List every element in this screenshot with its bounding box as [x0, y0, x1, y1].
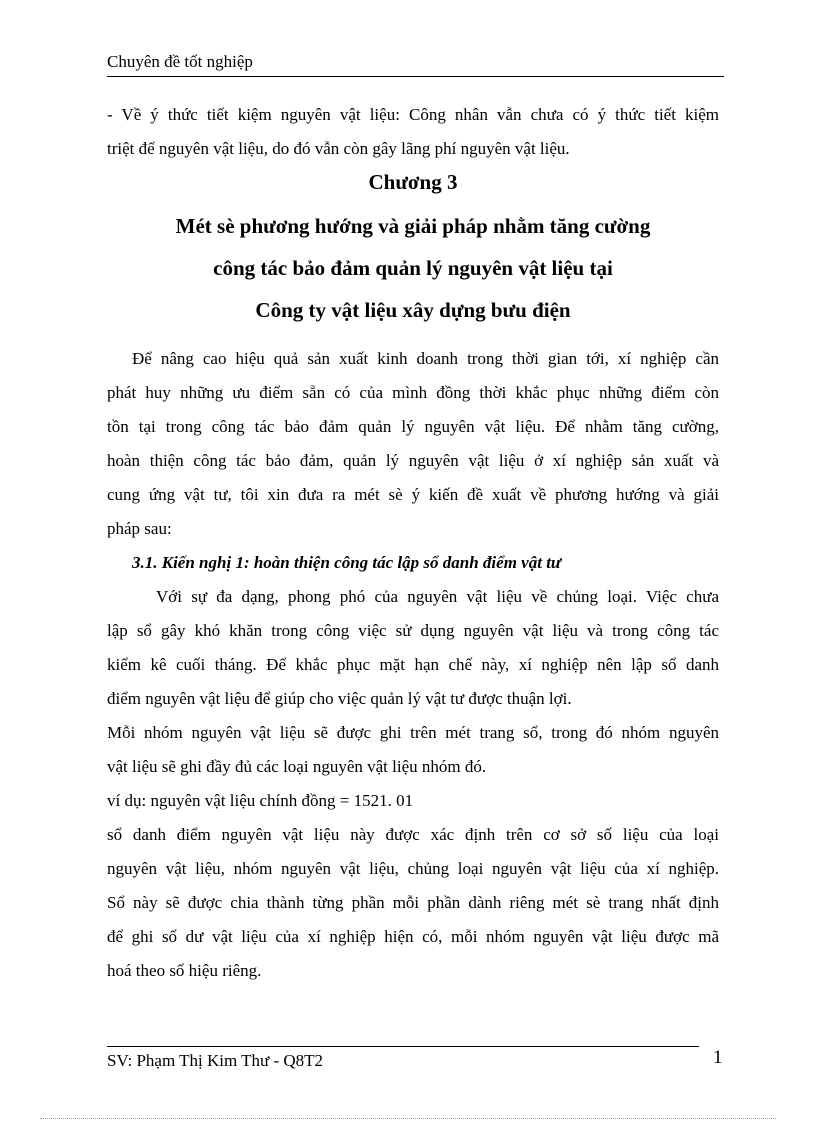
paragraph-line: cung ứng vật tư, tôi xin đưa ra mét sè ý kiến đề xuất về phương hướng và giải	[107, 485, 719, 504]
page-number: 1	[713, 1047, 723, 1068]
chapter-number: Chương 3	[368, 170, 458, 194]
footer-divider	[107, 1046, 699, 1047]
footer-author: SV: Phạm Thị Kim Thư - Q8T2	[107, 1051, 324, 1070]
paragraph-line: sổ danh điểm nguyên vật liệu này được xác định trên cơ sở số liệu của loại	[107, 825, 719, 844]
paragraph-line: pháp sau:	[107, 519, 172, 538]
header-divider	[107, 76, 724, 77]
intro-block	[107, 98, 719, 166]
paragraph-line: lập sổ gây khó khăn trong công việc sử dụng nguyên vật liệu và trong công tác	[107, 621, 719, 640]
paragraph-line: tồn tại trong công tác bảo đảm quản lý nguyên vật liệu. Để nhằm tăng cường,	[107, 417, 719, 436]
section-heading: 3.1. Kiến nghị 1: hoàn thiện công tác lập sổ danh điểm vật tư	[132, 553, 562, 572]
paragraph-line: để ghi số dư vật liệu của xí nghiệp hiện có, mỗi nhóm nguyên vật liệu được mã	[107, 927, 719, 946]
chapter-title-line: Mét sè phương hướng và giải pháp nhằm tăng cường	[175, 214, 651, 238]
paragraph-line: Với sự đa dạng, phong phó của nguyên vật liệu về chủng loại. Việc chưa	[156, 587, 719, 606]
paragraph-line: phát huy những ưu điểm sẵn có của mình đồng thời khắc phục những điểm còn	[107, 383, 719, 402]
paragraph-line: điểm nguyên vật liệu để giúp cho việc quản lý vật tư được thuận lợi.	[107, 689, 572, 708]
page-header: Chuyên đề tốt nghiệp	[107, 52, 253, 71]
paragraph-line: Mỗi nhóm nguyên vật liệu sẽ được ghi trên mét trang sổ, trong đó nhóm nguyên	[107, 723, 719, 742]
chapter-title-line: công tác bảo đảm quản lý nguyên vật liệu tại	[213, 256, 613, 280]
paragraph-line: hoá theo số hiệu riêng.	[107, 961, 262, 980]
paragraph-line: Sổ này sẽ được chia thành từng phần mỗi phần dành riêng mét sè trang nhất định	[107, 893, 719, 912]
paragraph-line: hoàn thiện công tác bảo đảm, quản lý nguyên vật liệu ở xí nghiệp sản xuất và	[107, 451, 719, 470]
paragraph-line: Để nâng cao hiệu quả sản xuất kinh doanh trong thời gian tới, xí nghiệp cần	[132, 349, 719, 368]
paragraph-line: nguyên vật liệu, nhóm nguyên vật liệu, chủng loại nguyên vật liệu của xí nghiệp.	[107, 859, 719, 878]
chapter-title-line: Công ty vật liệu xây dựng bưu điện	[255, 298, 571, 322]
intro-line: - Về ý thức tiết kiệm nguyên vật liệu: Công nhân vẫn chưa có ý thức tiết kiệm	[107, 105, 719, 124]
example-line: ví dụ: nguyên vật liệu chính đồng = 1521. 01	[107, 791, 414, 810]
intro-line: triệt để nguyên vật liệu, do đó vẫn còn gây lãng phí nguyên vật liệu.	[107, 139, 570, 158]
page-bottom-dotted-line	[40, 1118, 776, 1119]
paragraph-line: vật liệu sẽ ghi đầy đủ các loại nguyên vật liệu nhóm đó.	[107, 757, 487, 776]
paragraph-line: kiểm kê cuối tháng. Để khắc phục mặt hạn chế này, xí nghiệp nên lập sổ danh	[107, 655, 719, 674]
body-text	[107, 342, 719, 988]
